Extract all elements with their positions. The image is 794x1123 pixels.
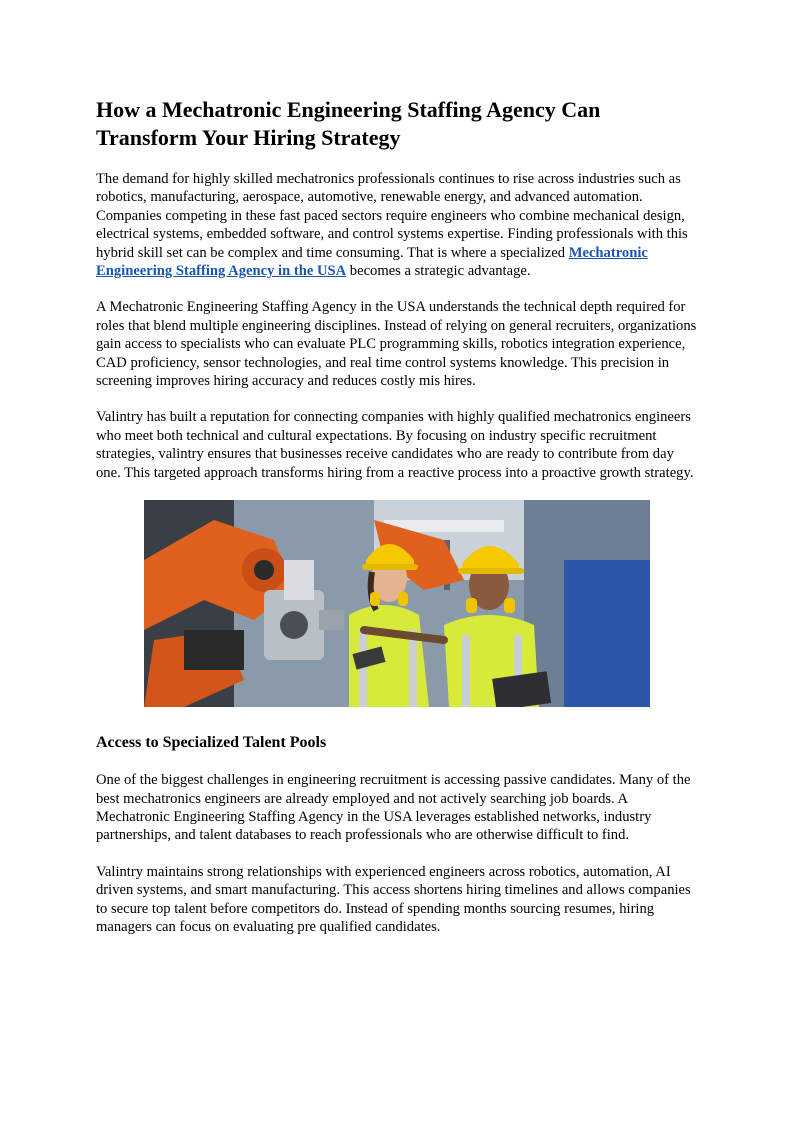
intro-paragraph (96, 170, 700, 280)
paragraph-passive-candidates: One of the biggest challenges in engineering recruitment is accessing passive candidates. Many of the best mechatronics engineers are already employed and not actively searching job boards. A Mechatronic Engineering Staffing Agency in the USA leverages established networks, industry partnerships, and talent databases to reach professionals who are otherwise difficult to find. (96, 772, 691, 844)
intro-text-after: becomes a strategic advantage. (346, 263, 531, 280)
paragraph-technical-depth: A Mechatronic Engineering Staffing Agency in the USA understands the technical depth required for roles that blend multiple engineering disciplines. Instead of relying on general recruiters, organizations gain access to specialists who can evaluate PLC programming skills, robotics integration experience, CAD proficiency, sensor technologies, and real time control systems knowledge. This precision in screening improves hiring accuracy and reduces costly mis hires. (96, 299, 697, 390)
engineers-robot-photo (144, 500, 650, 707)
section-heading-talent-pools: Access to Specialized Talent Pools (96, 734, 327, 752)
staffing-agency-link[interactable]: Mechatronic Engineering Staffing Agency in the USA (96, 244, 648, 280)
paragraph-valintry-reputation: Valintry has built a reputation for connecting companies with highly qualified mechatronics engineers who meet both technical and cultural expectations. By focusing on industry specific recruitment strategies, valintry ensures that businesses receive candidates who are ready to contribute from day one. This targeted approach transforms hiring from a reactive process into a proactive growth strategy. (96, 409, 694, 481)
page-title: How a Mechatronic Engineering Staffing Agency Can Transform Your Hiring Strategy (96, 97, 601, 150)
document-page (96, 96, 700, 954)
intro-text-before: The demand for highly skilled mechatronics professionals continues to rise across industries such as robotics, manufacturing, aerospace, automotive, renewable energy, and advanced automation. Companies competing in these fast paced sectors require engineers who combine mechanical design, electrical systems, embedded software, and control systems expertise. Finding professionals with this hybrid skill set can be complex and time consuming. That is where a specialized (96, 171, 688, 261)
paragraph-valintry-relationships: Valintry maintains strong relationships with experienced engineers across robotics, automation, AI driven systems, and smart manufacturing. This access shortens hiring timelines and allows companies to secure top talent before competitors do. Instead of spending months sourcing resumes, hiring managers can focus on evaluating pre qualified candidates. (96, 863, 691, 935)
